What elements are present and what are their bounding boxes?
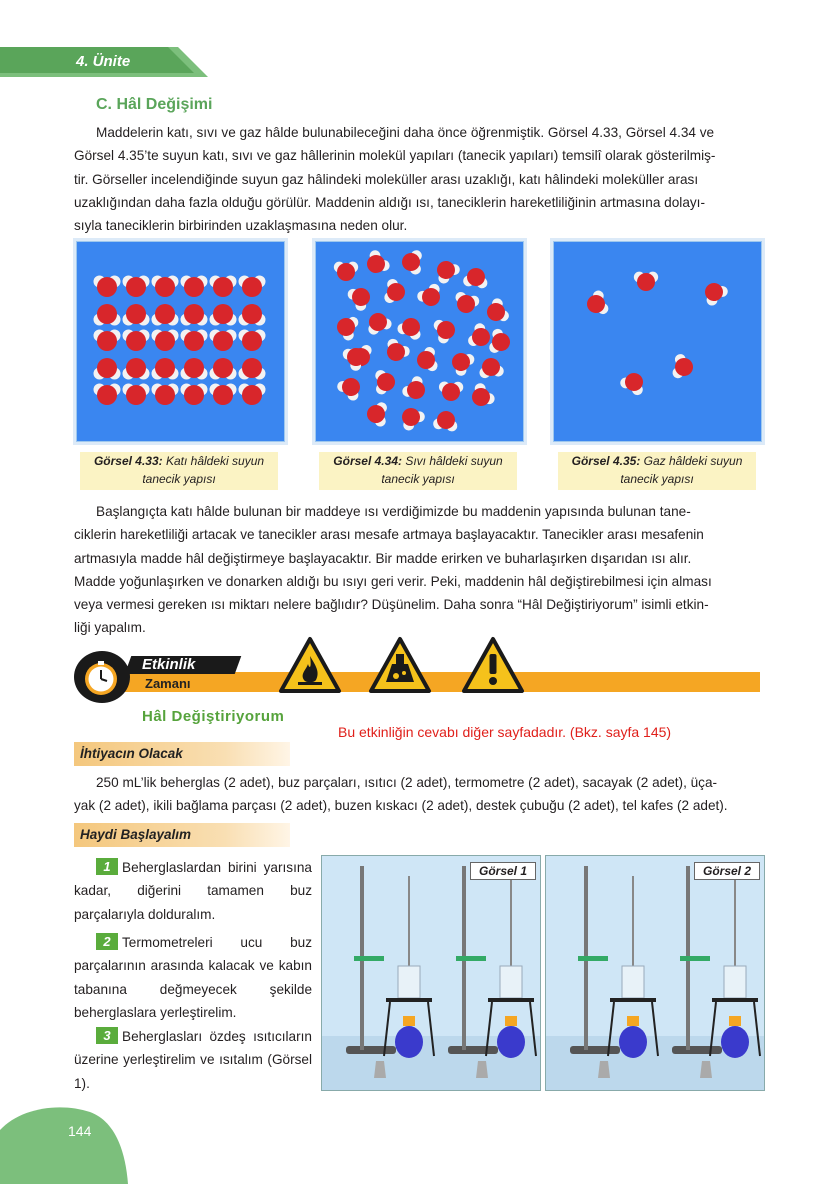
water-molecule — [333, 313, 359, 342]
figure-caption — [558, 452, 756, 490]
water-molecule — [94, 276, 121, 298]
water-molecule — [439, 381, 464, 401]
water-molecule — [210, 384, 237, 406]
answer-note: Bu etkinliğin cevabı diğer sayfadadır. (Bkz. sayfa 145) — [338, 724, 672, 740]
activity-banner-title: Etkinlik — [142, 656, 196, 673]
caption-text: Katı hâldeki suyun tanecik yapısı — [142, 454, 265, 486]
lab-label-2: Görsel 2 — [694, 862, 760, 880]
water-molecule — [335, 372, 366, 402]
stopwatch-icon — [72, 648, 138, 704]
text-line: uzaklığından daha fazla olduğu görülür. Maddenin aldığı ısı, taneciklerin hareketliliğinin artmasına dolayı- — [74, 194, 705, 210]
water-molecule — [366, 401, 387, 427]
water-molecule — [432, 409, 459, 432]
water-molecule — [400, 374, 431, 405]
step-2 — [74, 931, 312, 1024]
water-molecule — [431, 255, 462, 285]
water-molecule — [123, 276, 150, 298]
water-molecule — [396, 402, 427, 432]
water-molecule — [210, 358, 237, 380]
step-number: 3 — [96, 1027, 118, 1044]
water-molecule — [210, 304, 237, 326]
intro-paragraph — [74, 121, 762, 237]
activity-banner-bar — [120, 672, 760, 692]
water-molecule — [401, 249, 422, 275]
text-line: tir. Görseller incelendiğinde suyun gaz hâlindeki moleküller arası uzaklığı, katı hâlindeki moleküller arası — [74, 171, 699, 187]
water-molecule — [239, 358, 266, 380]
caption-label: Görsel 4.35: — [571, 454, 641, 468]
water-molecule — [381, 337, 412, 366]
water-molecule — [152, 304, 179, 326]
page-corner-shape — [0, 1100, 130, 1184]
water-molecule — [239, 276, 266, 298]
water-molecule — [210, 330, 237, 352]
caption-text: Sıvı hâldeki suyun tanecik yapısı — [381, 454, 503, 486]
water-molecule — [94, 304, 121, 326]
water-molecule — [452, 291, 481, 316]
water-molecule — [634, 272, 658, 291]
start-heading — [74, 823, 290, 847]
text-line: liği yapalım. — [74, 620, 146, 636]
water-molecule — [210, 276, 237, 298]
solid-water-image — [76, 241, 285, 442]
water-molecule — [463, 266, 490, 289]
water-molecule — [181, 304, 208, 326]
water-molecule — [152, 358, 179, 380]
step-3 — [74, 1025, 312, 1095]
water-molecule — [346, 282, 376, 313]
water-molecule — [432, 316, 458, 345]
caption-label: Görsel 4.33: — [93, 454, 163, 468]
water-molecule — [152, 384, 179, 406]
activity-banner-subtitle: Zamanı — [145, 676, 191, 691]
figure-caption — [319, 452, 517, 490]
text-line: Başlangıçta katı hâlde bulunan bir maddeye ısı verdiğimizde bu maddenin yapısında bulunan tane- — [96, 504, 691, 519]
figure-caption — [80, 452, 278, 490]
water-molecule — [618, 368, 649, 397]
water-molecule — [123, 304, 150, 326]
page-number: 144 — [68, 1123, 92, 1139]
needs-paragraph — [74, 771, 762, 818]
activity-title: Hâl Değiştiriyorum — [142, 708, 285, 725]
water-molecule — [361, 248, 392, 279]
water-molecule — [334, 262, 358, 281]
needs-heading — [74, 742, 290, 766]
needs-heading-text: İhtiyacın Olacak — [80, 746, 183, 761]
text-line: 250 mL’lik beherglas (2 adet), buz parçaları, ısıtıcı (2 adet), termometre (2 adet), sacayak (2 adet), üça- — [96, 775, 718, 790]
water-molecule — [466, 381, 497, 412]
unit-label: 4. Ünite — [76, 53, 131, 70]
text-line: sıyla taneciklerin birbirinden uzaklaşmasına neden olur. — [74, 218, 408, 234]
chemical-warning-icon — [368, 636, 432, 694]
step-number: 2 — [96, 933, 118, 950]
text-line: ciklerin hareketliliği artacak ve tanecikler arası mesafe artmaya başlayacaktır. Tanecikler arası mesafenin — [74, 527, 704, 543]
text-line: yak (2 adet), ikili bağlama parçası (2 adet), buzen kıskacı (2 adet), destek çubuğu (2 adet), tel kafes (2 adet). — [74, 798, 728, 814]
step-text: Termometreleri ucu buz parçalarının arasında kalacak ve kabın tabanına değmeyecek şekilde beherglaslara yerleştirelim. — [74, 935, 312, 1020]
water-molecule — [94, 358, 121, 380]
lab-setup-image-2 — [545, 855, 765, 1091]
water-molecule — [239, 330, 266, 352]
body-paragraph — [74, 500, 762, 640]
water-molecule — [123, 358, 150, 380]
water-molecule — [94, 330, 121, 352]
water-molecule — [181, 384, 208, 406]
water-molecule — [123, 384, 150, 406]
text-line: Maddelerin katı, sıvı ve gaz hâlde bulunabileceğini daha önce öğrenmiştik. Görsel 4.33, Görsel 4.34 ve — [96, 125, 715, 140]
step-number: 1 — [96, 858, 118, 875]
text-line: veya vermesi gereken ısı miktarı nelere bağlıdır? Düşünelim. Daha sonra “Hâl Değiştiriyorum” isimli etkin- — [74, 597, 709, 613]
step-text: Beherglaslardan birini yarısına kadar, diğerini tamamen buz parçalarıyla dolduralım. — [74, 860, 312, 922]
text-line: artmasıyla madde hâl değiştirmeye başlayacaktır. Bir madde erirken ve buharlaşırken dışarıdan ısı alır. — [74, 550, 692, 566]
step-1 — [74, 856, 312, 926]
water-molecule — [152, 330, 179, 352]
liquid-water-image — [315, 241, 524, 442]
step-text: Beherglasları özdeş ısıtıcıların üzerine yerleştirelim ve ısıtalım (Görsel 1). — [74, 1029, 312, 1091]
water-molecule — [478, 357, 504, 379]
caption-text: Gaz hâldeki suyun tanecik yapısı — [620, 454, 743, 486]
water-molecule — [583, 289, 609, 318]
flammable-warning-icon — [278, 636, 342, 694]
start-heading-text: Haydi Başlayalım — [80, 827, 192, 842]
water-molecule — [447, 347, 477, 378]
gas-water-image — [553, 241, 762, 442]
water-molecule — [699, 277, 730, 307]
water-molecule — [181, 358, 208, 380]
water-molecule — [482, 296, 510, 326]
caution-warning-icon — [461, 636, 525, 694]
water-molecule — [94, 384, 121, 406]
water-molecule — [375, 369, 396, 394]
water-molecule — [123, 330, 150, 352]
text-line: Madde yoğunlaşırken ve donarken aldığı bu ısıyı geri verir. Peki, maddenin hâl değiştirebilmesi için alması — [74, 573, 712, 589]
lab-setup-image-1 — [321, 855, 541, 1091]
water-molecule — [415, 346, 439, 374]
water-molecule — [383, 278, 407, 306]
water-molecule — [672, 353, 695, 380]
water-molecule — [239, 384, 266, 406]
lab-label-1: Görsel 1 — [470, 862, 536, 880]
water-molecule — [239, 304, 266, 326]
water-molecule — [488, 328, 512, 356]
water-molecule — [415, 282, 446, 311]
water-molecule — [396, 314, 426, 342]
text-line: Görsel 4.35’te suyun katı, sıvı ve gaz hâllerinin molekül yapıları (tanecik yapıları) temsilî olarak gösterilmiş- — [74, 148, 716, 164]
water-molecule — [181, 330, 208, 352]
water-molecule — [181, 276, 208, 298]
water-molecule — [152, 276, 179, 298]
water-molecule — [363, 309, 393, 336]
caption-label: Görsel 4.34: — [333, 454, 402, 468]
section-title: C. Hâl Değişimi — [96, 96, 213, 113]
